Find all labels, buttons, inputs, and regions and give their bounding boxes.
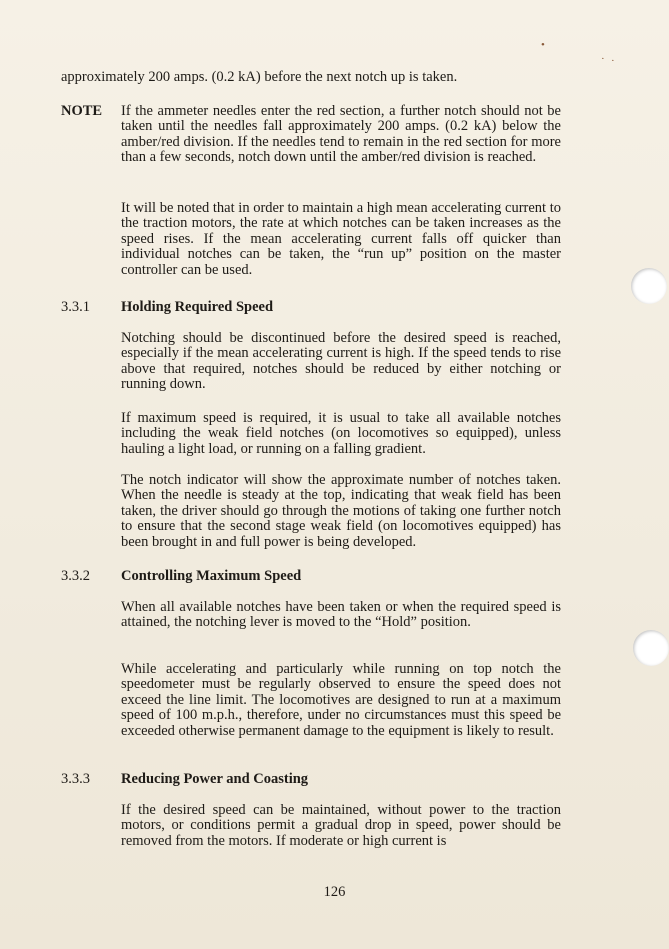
ink-speck: • [541, 39, 545, 51]
s331-paragraph-3: The notch indicator will show the approximate number of notches taken. When the needle is steady at the top, indicating that weak field has been taken, the driver should go through the motions of taking one further notch to ensure that the second stage weak field (on locomotives equipped) has been brought in and full power is being developed. [121, 472, 561, 550]
section-heading-331: Holding Required Speed [121, 299, 274, 315]
s331-paragraph-1: Notching should be discontinued before the desired speed is reached, especially if the mean accelerating current is high. If the speed tends to rise above that required, notches should be reduced by either notching or running down. [121, 330, 561, 393]
accel-paragraph: It will be noted that in order to maintain a high mean accelerating current to the traction motors, the rate at which notches can be taken increases as the speed rises. If the mean accelerating current falls off quicker than individual notches can be taken, the “run up” position on the master controller can be used. [121, 200, 561, 278]
s333-paragraph-1: If the desired speed can be maintained, without power to the traction motors, or conditions permit a gradual drop in speed, power should be removed from the motors. If moderate or high current is [121, 802, 561, 849]
section-heading-332: Controlling Maximum Speed [121, 568, 302, 584]
punch-hole-upper [631, 268, 667, 304]
section-number-331: 3.3.1 [61, 299, 90, 315]
section-number-333: 3.3.3 [61, 771, 90, 787]
note-label: NOTE [61, 103, 103, 119]
s332-paragraph-2: While accelerating and particularly while running on top notch the speedometer must be regularly observed to ensure the speed does not exceed the line limit. The locomotives are designed to run at a maximum speed of 100 m.p.h., therefore, under no circumstances must this speed be exceeded otherwise permanent damage to the equipment is likely to result. [121, 661, 561, 739]
s332-paragraph-1: When all available notches have been taken or when the required speed is attained, the notching lever is moved to the “Hold” position. [121, 599, 561, 631]
ink-speck: · [611, 55, 615, 67]
ink-speck: · [601, 53, 605, 65]
section-heading-333: Reducing Power and Coasting [121, 771, 309, 787]
page-number: 126 [323, 884, 346, 900]
punch-hole-lower [633, 630, 669, 666]
continued-line: approximately 200 amps. (0.2 kA) before the next notch up is taken. [61, 69, 458, 85]
s331-paragraph-2: If maximum speed is required, it is usual to take all available notches including the weak field notches (on locomotives so equipped), unless hauling a light load, or running on a falling gradient. [121, 410, 561, 457]
section-number-332: 3.3.2 [61, 568, 90, 584]
note-text: If the ammeter needles enter the red section, a further notch should not be taken until the needles fall approximately 200 amps. (0.2 kA) below the amber/red division. If the needles tend to remain in the red section for more than a few seconds, notch down until the amber/red division is reached. [121, 103, 561, 166]
